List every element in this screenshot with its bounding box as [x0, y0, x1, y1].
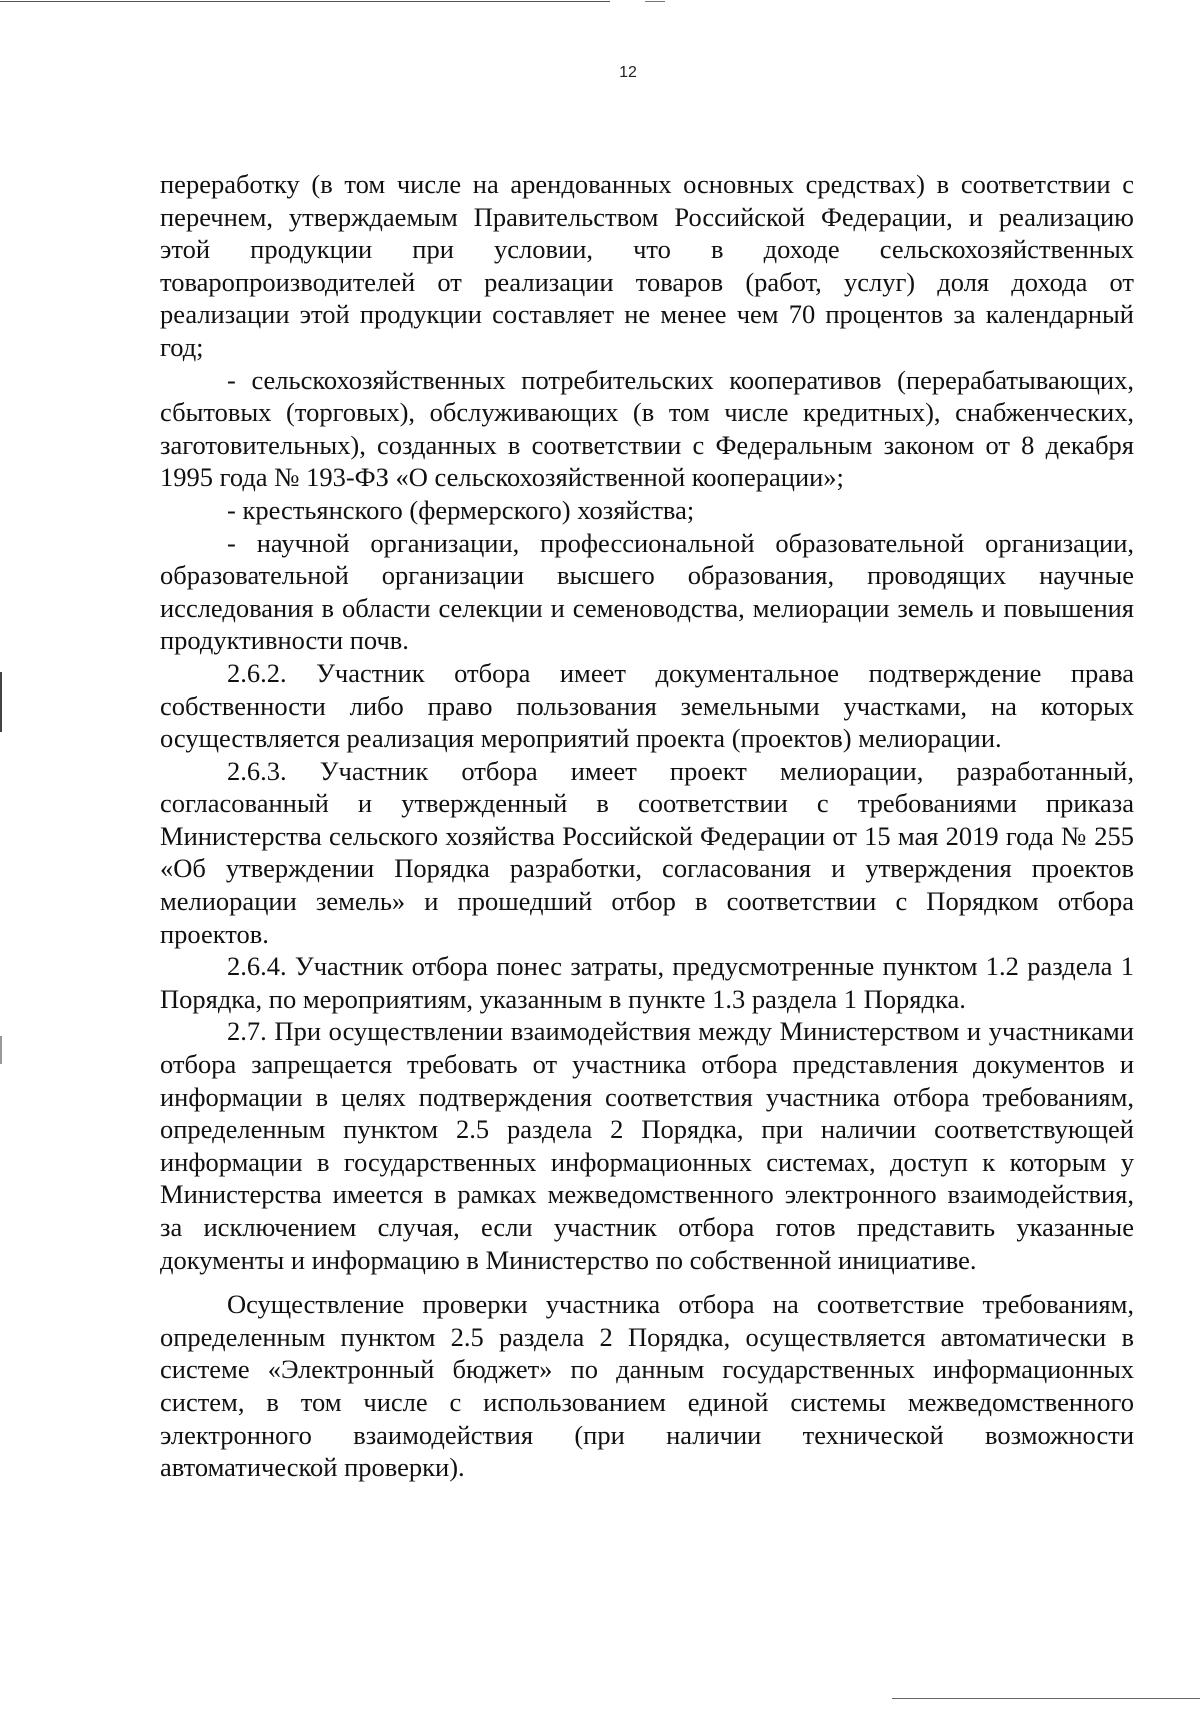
clause-2-6-3: 2.6.3. Участник отбора имеет проект мелиорации, разработанный, согласованный и утвержденный в соответствии с требованиями приказа Министерства сельского хозяйства Российской Федерации от 15 мая 2019 года № 255 «Об утверждении Порядка разработки, согласования и утверждения проектов мелиорации земель» и прошедший отбор в соответствии с Порядком отбора проектов.: [160, 755, 1134, 949]
clause-2-6-4: 2.6.4. Участник отбора понес затраты, предусмотренные пунктом 1.2 раздела 1 Порядка, по мероприятиям, указанным в пункте 1.3 раздела 1 Порядка.: [160, 951, 1134, 1014]
clause-2-6-2: 2.6.2. Участник отбора имеет документальное подтверждение права собственности либо право пользования земельными участками, на которых осуществляется реализация мероприятий проекта (проектов) мелиорации.: [160, 657, 1134, 754]
paragraph-continuation: переработку (в том числе на арендованных основных средствах) в соответствии с перечнем, утверждаемым Правительством Российской Федерации, и реализацию этой продукции при условии, что в доходе сельскохозяйственных товаропроизводителей от реализации товаров (работ, услуг) доля дохода от реализации этой продукции составляет не менее чем 70 процентов за календарный год;: [160, 169, 1134, 362]
list-item-farm: - крестьянского (фермерского) хозяйства;: [227, 494, 695, 525]
scan-edge-line-bottom: [892, 1698, 1200, 1699]
scan-edge-line-top-right: [645, 1, 665, 2]
scan-edge-mark-left-lower: [0, 1036, 2, 1064]
list-item-cooperatives: - сельскохозяйственных потребительских кооперативов (перерабатывающих, сбытовых (торговых), обслуживающих (в том числе кредитных), снабженческих, заготовительных), созданных в соответствии с Федеральным законом от 8 декабря 1995 года № 193-ФЗ «О сельскохозяйственной кооперации»;: [160, 364, 1134, 493]
scan-edge-line-top: [0, 1, 610, 2]
page-number: 12: [619, 64, 637, 81]
list-item-scientific-organization: - научной организации, профессиональной образовательной организации, образовательной организации высшего образования, проводящих научные исследования в области селекции и семеноводства, мелиорации земель и повышения продуктивности почв.: [160, 527, 1134, 656]
scan-edge-mark-left-upper: [0, 672, 2, 732]
document-body: [160, 168, 1134, 1484]
clause-2-7: 2.7. При осуществлении взаимодействия между Министерством и участниками отбора запрещается требовать от участника отбора представления документов и информации в целях подтверждения соответствия участника отбора требованиям, определенным пунктом 2.5 раздела 2 Порядка, при наличии соответствующей информации в государственных информационных системах, доступ к которым у Министерства имеется в рамках межведомственного электронного взаимодействия, за исключением случая, если участник отбора готов представить указанные документы и информацию в Министерство по собственной инициативе.: [160, 1016, 1134, 1275]
paragraph-automatic-check: Осуществление проверки участника отбора на соответствие требованиям, определенным пунктом 2.5 раздела 2 Порядка, осуществляется автоматически в системе «Электронный бюджет» по данным государственных информационных систем, в том числе с использованием единой системы межведомственного электронного взаимодействия (при наличии технической возможности автоматической проверки).: [160, 1289, 1134, 1483]
